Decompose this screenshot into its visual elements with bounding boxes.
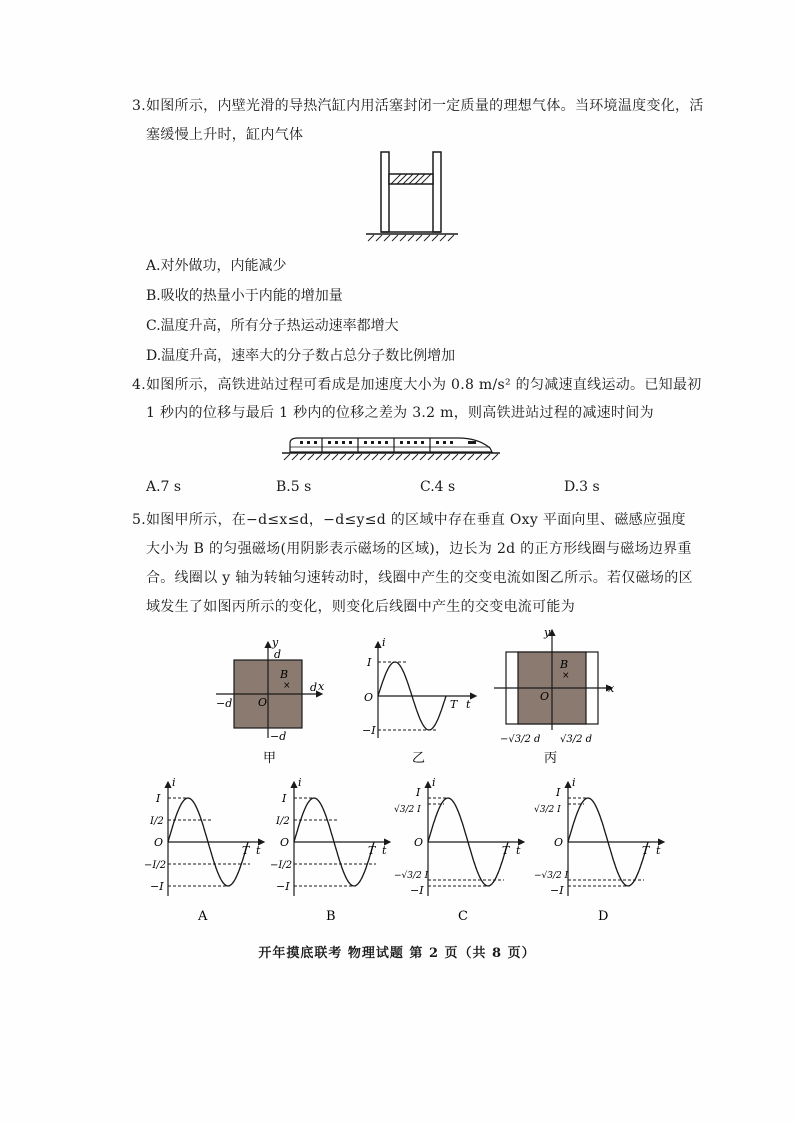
a-halfI-label: I/2 (150, 816, 164, 827)
a-I-label: I (156, 792, 161, 805)
yi-t-label: t (466, 698, 471, 711)
c-sqrt3I-label: √3/2 I (394, 805, 421, 815)
jia-b-label: B (280, 668, 289, 681)
d-T-label: T (642, 844, 650, 857)
answer-graph-b (268, 776, 394, 924)
jia-caption: 甲 (263, 751, 277, 766)
answer-c-letter: C (458, 909, 468, 924)
answer-graph-c (394, 776, 528, 924)
jia-origin: O (258, 696, 268, 709)
jia-y-label: y (272, 638, 279, 649)
q3-option-a: A.对外做功，内能减少 (146, 258, 287, 274)
answer-b-letter: B (326, 909, 336, 924)
q4-option-d: D.3 s (564, 479, 600, 495)
answer-d-letter: D (598, 909, 609, 924)
yi-caption: 乙 (412, 751, 426, 766)
a-T-label: T (242, 844, 250, 857)
a-i-label: i (172, 776, 176, 789)
q5-stem-line4: 域发生了如图丙所示的变化，则变化后线圈中产生的交变电流可能为 (146, 599, 575, 615)
bing-b-label: B (560, 658, 569, 671)
a-t-label: t (256, 844, 261, 857)
q3-option-b: B.吸收的热量小于内能的增加量 (146, 288, 343, 304)
jia-x-label: x (318, 680, 325, 693)
page-footer: 开年摸底联考 物理试题 第 2 页（共 8 页） (258, 946, 536, 961)
d-negsqrt3I-label: −√3/2 I (534, 871, 569, 881)
answer-graph-d (534, 776, 668, 924)
yi-T-label: T (450, 698, 458, 711)
c-t-label: t (516, 844, 521, 857)
yi-negI-label: −I (362, 724, 376, 737)
d-origin: O (554, 836, 564, 849)
b-t-label: t (382, 844, 387, 857)
bing-cross: × (562, 671, 570, 681)
yi-I-label: I (367, 656, 372, 669)
q4-stem-line2: 1 秒内的位移与最后 1 秒内的位移之差为 3.2 m，则高铁进站过程的减速时间为 (146, 405, 654, 421)
b-halfI-label: I/2 (276, 816, 290, 827)
bing-x-label: x (608, 682, 615, 695)
q3-stem-line1: 3.如图所示，内壁光滑的导热汽缸内用活塞封闭一定质量的理想气体。当环境温度变化，活 (132, 98, 704, 114)
q5-stem-line3: 合。线圈以 y 轴为转轴匀速转动时，线圈中产生的交变电流如图乙所示。若仅磁场的区 (146, 570, 693, 586)
b-T-label: T (368, 844, 376, 857)
yi-i-label: i (382, 638, 386, 649)
train-diagram (282, 430, 500, 462)
bing-y-label: y (544, 626, 551, 639)
jia-d-right: d (310, 681, 318, 694)
q3-stem-line2: 塞缓慢上升时，缸内气体 (146, 127, 304, 143)
q4-option-a: A.7 s (146, 479, 182, 495)
jia-d-top: d (274, 648, 282, 661)
c-i-label: i (432, 776, 436, 789)
c-origin: O (414, 836, 424, 849)
d-sqrt3I-label: √3/2 I (534, 805, 561, 815)
d-t-label: t (656, 844, 661, 857)
q4-option-c: C.4 s (420, 479, 456, 495)
b-origin: O (280, 836, 290, 849)
a-neghalfI-label: −I/2 (144, 860, 167, 871)
yi-origin: O (364, 691, 374, 704)
q5-stem-line2: 大小为 B 的匀强磁场(用阴影表示磁场的区域)，边长为 2d 的正方形线圈与磁场边界重 (146, 541, 692, 557)
bing-sqrt3-label: √3/2 d (560, 734, 593, 745)
figure-yi (350, 638, 478, 766)
q4-stem-line1: 4.如图所示，高铁进站过程可看成是加速度大小为 0.8 m/s² 的匀减速直线运动。已知最初 (132, 377, 702, 393)
c-I-label: I (416, 786, 421, 799)
d-negI-label: −I (550, 884, 564, 897)
bing-caption: 丙 (544, 751, 558, 766)
jia-cross: × (283, 681, 291, 691)
jia-negd-bottom: −d (270, 730, 287, 743)
figure-bing (492, 626, 622, 766)
answer-graph-a (142, 776, 268, 924)
bing-origin: O (540, 690, 550, 703)
q5-stem-line1: 5.如图甲所示，在−d≤x≤d，−d≤y≤d 的区域中存在垂直 Oxy 平面向里、磁感应强度 (132, 512, 686, 528)
d-i-label: i (572, 776, 576, 789)
a-negI-label: −I (150, 880, 164, 893)
answer-a-letter: A (198, 909, 208, 924)
b-neghalfI-label: −I/2 (270, 860, 293, 871)
figure-jia (214, 638, 334, 766)
q3-option-c: C.温度升高，所有分子热运动速率都增大 (146, 318, 399, 334)
b-negI-label: −I (276, 880, 290, 893)
bing-neg-sqrt3-label: −√3/2 d (500, 734, 541, 745)
q3-option-d: D.温度升高，速率大的分子数占总分子数比例增加 (146, 348, 456, 364)
q4-option-b: B.5 s (276, 479, 312, 495)
cylinder-diagram (364, 150, 460, 242)
jia-negd-left: −d (216, 697, 233, 710)
b-i-label: i (298, 776, 302, 789)
c-negsqrt3I-label: −√3/2 I (394, 871, 429, 881)
a-origin: O (154, 836, 164, 849)
c-negI-label: −I (410, 884, 424, 897)
b-I-label: I (282, 792, 287, 805)
d-I-label: I (556, 786, 561, 799)
c-T-label: T (502, 844, 510, 857)
